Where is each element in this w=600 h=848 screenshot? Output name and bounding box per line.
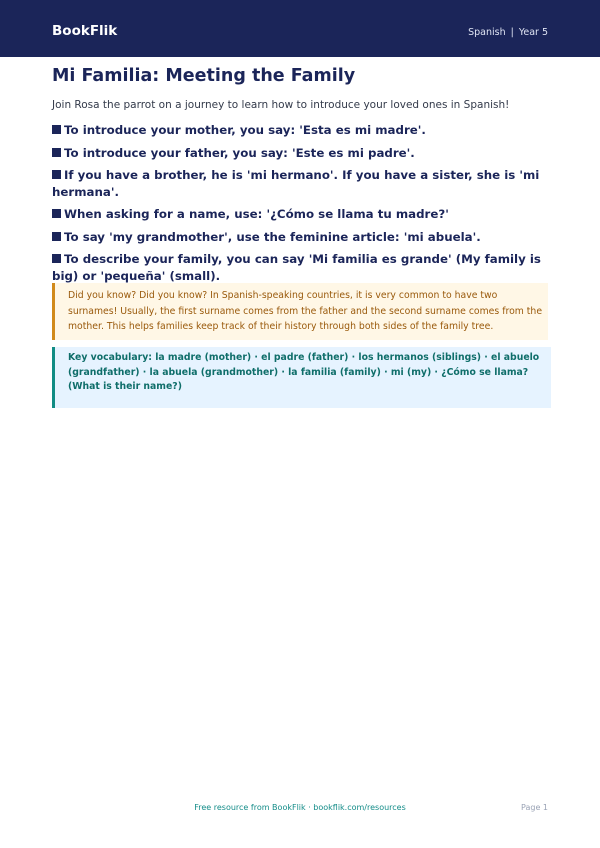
page-number: Page 1	[521, 803, 548, 812]
bullet-square-icon	[52, 232, 61, 241]
key-point	[52, 229, 550, 246]
bullet-square-icon	[52, 125, 61, 134]
footer-link[interactable]: Free resource from BookFlik · bookflik.com/resources	[194, 803, 406, 812]
subject-label: Spanish	[468, 27, 506, 38]
bullet-square-icon	[52, 170, 61, 179]
intro-text: Join Rosa the parrot on a journey to learn how to introduce your loved ones in Spanish!	[52, 99, 510, 111]
did-you-know-callout: Did you know? Did you know? In Spanish-speaking countries, it is very common to have two surnames! Usually, the first surname comes from the father and the second surname comes from the mother. This helps families keep track of their history through both sides of the family tree.	[52, 283, 548, 340]
header-meta	[468, 27, 548, 38]
bullet-square-icon	[52, 254, 61, 263]
key-point-text: To say 'my grandmother', use the feminine article: 'mi abuela'.	[64, 229, 481, 244]
header-bar	[0, 0, 600, 57]
page-title: Mi Familia: Meeting the Family	[52, 66, 356, 86]
meta-divider: |	[510, 27, 514, 38]
key-vocabulary-box: Key vocabulary: la madre (mother) · el padre (father) · los hermanos (siblings) · el abuelo (grandfather) · la abuela (grandmother) · la familia (family) · mi (my) · ¿Cómo se llama? (What is their name?)	[52, 347, 551, 408]
key-point	[52, 167, 550, 200]
year-label: Year 5	[518, 27, 548, 38]
key-point-text: To describe your family, you can say 'Mi familia es grande' (My family is big) or 'pequeña' (small).	[52, 252, 541, 283]
key-point	[52, 251, 550, 284]
key-point	[52, 206, 550, 223]
brand-logo-text[interactable]: BookFlik	[52, 23, 118, 39]
key-points-list	[52, 122, 550, 290]
key-point-text: To introduce your mother, you say: 'Esta es mi madre'.	[64, 123, 426, 137]
key-point-text: If you have a brother, he is 'mi hermano'. If you have a sister, she is 'mi hermana'.	[52, 168, 540, 199]
key-point	[52, 122, 550, 139]
key-point	[52, 145, 550, 162]
bullet-square-icon	[52, 209, 61, 218]
key-point-text: When asking for a name, use: '¿Cómo se llama tu madre?'	[64, 207, 449, 221]
key-point-text: To introduce your father, you say: 'Este es mi padre'.	[64, 145, 415, 160]
bullet-square-icon	[52, 148, 61, 157]
